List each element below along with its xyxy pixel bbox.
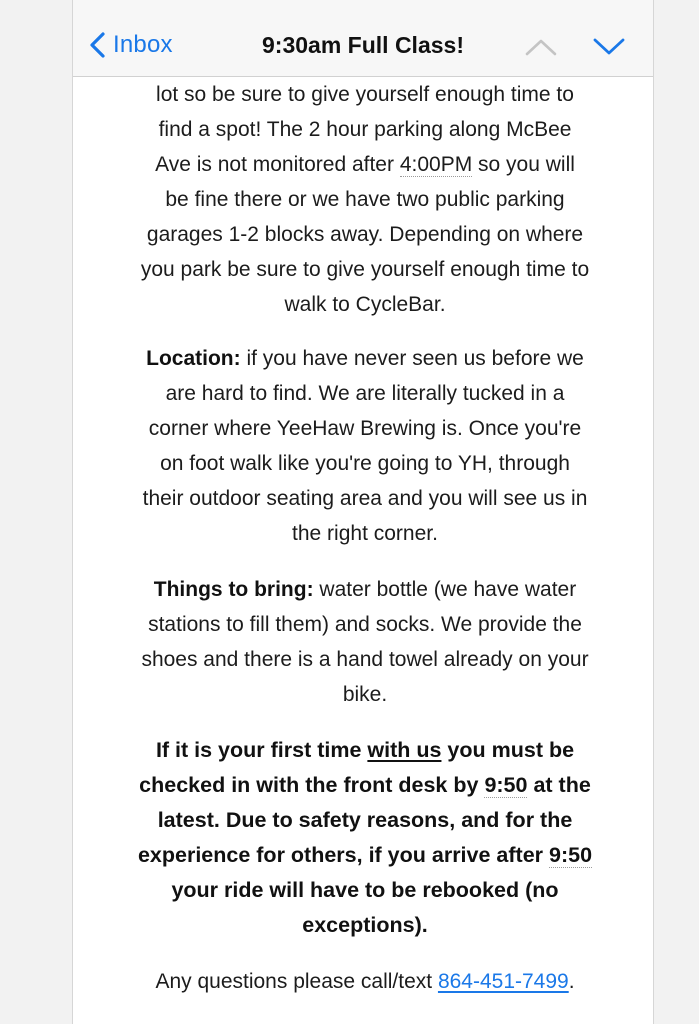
text-line — [95, 341, 635, 376]
text-line: exceptions). — [302, 913, 428, 937]
text-span: . — [568, 970, 575, 993]
text-line: the right corner. — [292, 522, 438, 545]
text-line — [95, 964, 635, 999]
phone-number-link[interactable]: 864-451-7499 — [437, 970, 569, 993]
text-line: bike. — [342, 683, 388, 706]
text-line — [95, 733, 635, 768]
underlined-text: with us — [367, 738, 442, 762]
text-span: experience for others, if you arrive after — [137, 843, 549, 867]
text-line — [95, 768, 635, 803]
text-span: Any questions please call/text — [155, 970, 438, 993]
text-line — [95, 147, 635, 182]
chevron-up-icon — [521, 32, 561, 60]
text-line: latest. Due to safety reasons, and for the — [157, 808, 573, 832]
detected-time-link[interactable]: 9:50 — [549, 843, 593, 867]
text-span: water bottle (we have water — [313, 578, 577, 601]
email-view — [72, 0, 654, 1024]
chevron-down-icon — [589, 32, 629, 60]
text-span: you must be — [441, 738, 575, 762]
things-to-bring-paragraph — [95, 572, 635, 712]
back-button-label: Inbox — [113, 31, 173, 58]
location-paragraph — [95, 341, 635, 551]
text-line: walk to CycleBar. — [284, 293, 446, 316]
text-line: shoes and there is a hand towel already on your — [141, 648, 589, 671]
back-to-inbox-button[interactable] — [87, 28, 173, 62]
text-line: are hard to find. We are literally tucked in a — [165, 382, 565, 405]
text-line: be fine there or we have two public parking — [165, 188, 565, 211]
text-line: lot so be sure to give yourself enough time to — [156, 83, 574, 106]
text-line: find a spot! The 2 hour parking along McBee — [158, 118, 572, 141]
text-span: If it is your first time — [155, 738, 368, 762]
text-line: stations to fill them) and socks. We provide the — [148, 613, 582, 636]
chevron-left-icon — [87, 30, 109, 60]
text-line: you park be sure to give yourself enough time to — [140, 258, 590, 281]
text-line — [95, 572, 635, 607]
text-span: if you have never seen us before we — [240, 347, 584, 370]
text-line: garages 1-2 blocks away. Depending on where — [146, 223, 584, 246]
text-line: your ride will have to be rebooked (no — [171, 878, 559, 902]
text-span: checked in with the front desk by — [139, 773, 485, 797]
previous-message-button[interactable] — [521, 32, 561, 60]
check-in-warning-paragraph — [95, 733, 635, 943]
detected-time-link[interactable]: 4:00PM — [399, 153, 473, 176]
navigation-bar — [73, 0, 653, 77]
text-span: so you will — [472, 153, 575, 176]
text-line: on foot walk like you're going to YH, through — [160, 452, 570, 475]
detected-time-link[interactable]: 9:50 — [484, 773, 528, 797]
email-subject-title: 9:30am Full Class! — [262, 32, 464, 58]
location-label: Location: — [146, 347, 241, 370]
text-span: Ave is not monitored after — [155, 153, 400, 176]
text-line: their outdoor seating area and you will see us in — [142, 487, 588, 510]
things-to-bring-label: Things to bring: — [153, 578, 314, 601]
contact-paragraph — [95, 964, 635, 999]
text-line — [95, 838, 635, 873]
text-span: at the — [527, 773, 591, 797]
parking-paragraph — [95, 77, 635, 322]
next-message-button[interactable] — [589, 32, 629, 60]
text-line: corner where YeeHaw Brewing is. Once you're — [148, 417, 582, 440]
